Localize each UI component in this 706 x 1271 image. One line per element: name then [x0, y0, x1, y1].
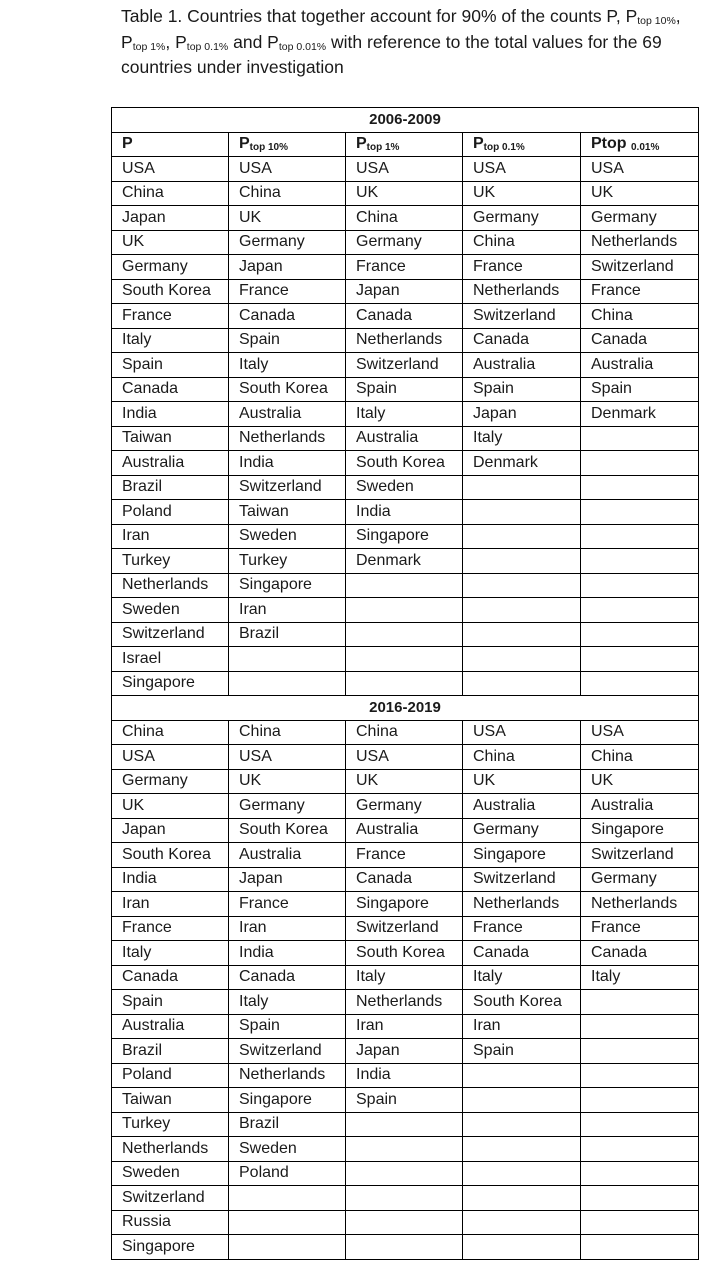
table-row: [112, 745, 699, 770]
table-cell: Netherlands: [346, 990, 463, 1015]
table-cell: [581, 1014, 699, 1039]
table-cell: [346, 1186, 463, 1211]
table-cell: Japan: [112, 206, 229, 231]
table-row: [112, 1014, 699, 1039]
column-header-main: P: [356, 135, 367, 153]
table-cell: Taiwan: [229, 500, 346, 525]
table-row: [112, 500, 699, 525]
table-cell: France: [229, 279, 346, 304]
table-cell: Italy: [229, 353, 346, 378]
table-cell: Canada: [229, 965, 346, 990]
table-cell: Turkey: [112, 549, 229, 574]
table-row: [112, 990, 699, 1015]
table-cell: Spain: [581, 377, 699, 402]
table-cell: [229, 647, 346, 672]
caption-sub-4: top 0.01%: [278, 40, 327, 53]
table-cell: Switzerland: [346, 353, 463, 378]
table-cell: [346, 1161, 463, 1186]
table-cell: Switzerland: [463, 867, 581, 892]
table-row: [112, 524, 699, 549]
table-cell: [581, 1186, 699, 1211]
table-cell: UK: [581, 769, 699, 794]
table-cell: Canada: [346, 304, 463, 329]
table-cell: Australia: [112, 451, 229, 476]
table-cell: China: [229, 181, 346, 206]
period-label: 2006-2009: [112, 108, 699, 133]
table-cell: UK: [463, 769, 581, 794]
table-row: [112, 1088, 699, 1113]
table-cell: Spain: [463, 1039, 581, 1064]
table-cell: [581, 598, 699, 623]
table-row: [112, 916, 699, 941]
table-row: [112, 843, 699, 868]
table-cell: [346, 647, 463, 672]
table-cell: Canada: [581, 328, 699, 353]
table-cell: Taiwan: [112, 426, 229, 451]
column-header-sub: top 1%: [366, 142, 400, 154]
table-cell: [581, 990, 699, 1015]
table-cell: Australia: [463, 353, 581, 378]
table-cell: Spain: [112, 353, 229, 378]
table-cell: India: [346, 500, 463, 525]
table-cell: France: [463, 255, 581, 280]
table-cell: USA: [112, 157, 229, 182]
table-row: [112, 1210, 699, 1235]
table-cell: Singapore: [581, 818, 699, 843]
table-cell: Italy: [346, 965, 463, 990]
table-cell: Iran: [463, 1014, 581, 1039]
caption-text-4: and P: [228, 31, 279, 52]
table-cell: Denmark: [581, 402, 699, 427]
column-header-sub: top 0.1%: [483, 142, 525, 154]
table-row: [112, 377, 699, 402]
table-cell: [346, 671, 463, 696]
table-cell: China: [112, 181, 229, 206]
table-cell: Germany: [229, 794, 346, 819]
table-row: [112, 1063, 699, 1088]
table-row: [112, 304, 699, 329]
table-cell: [463, 622, 581, 647]
table-cell: UK: [229, 206, 346, 231]
caption-text-3: , P: [165, 31, 187, 52]
table-cell: Switzerland: [581, 843, 699, 868]
table-cell: South Korea: [229, 377, 346, 402]
table-cell: UK: [346, 769, 463, 794]
table-cell: [581, 622, 699, 647]
table-cell: Iran: [346, 1014, 463, 1039]
caption-text-5: with reference to the total values for the 69 countries under investigation: [121, 31, 662, 77]
table-cell: Italy: [463, 426, 581, 451]
column-header-main: P: [239, 135, 250, 153]
table-cell: [463, 1112, 581, 1137]
table-cell: Netherlands: [346, 328, 463, 353]
table-cell: Canada: [112, 965, 229, 990]
table-cell: [463, 500, 581, 525]
table-row: [112, 353, 699, 378]
table-cell: Australia: [112, 1014, 229, 1039]
table-row: [112, 426, 699, 451]
table-cell: USA: [463, 720, 581, 745]
table-cell: [581, 426, 699, 451]
table-cell: Singapore: [346, 524, 463, 549]
table-cell: Netherlands: [463, 892, 581, 917]
table-cell: Switzerland: [112, 622, 229, 647]
table-cell: China: [346, 720, 463, 745]
table-cell: Sweden: [229, 1137, 346, 1162]
table-cell: Denmark: [463, 451, 581, 476]
table-cell: Switzerland: [229, 1039, 346, 1064]
table-cell: [463, 1210, 581, 1235]
caption-text-1: Table 1. Countries that together account for 90% of the counts P, P: [121, 6, 638, 26]
table-cell: [581, 1112, 699, 1137]
table-cell: France: [581, 279, 699, 304]
table-cell: [581, 451, 699, 476]
table-cell: Taiwan: [112, 1088, 229, 1113]
table-row: [112, 598, 699, 623]
table-cell: France: [112, 916, 229, 941]
table-row: [112, 1039, 699, 1064]
column-header-main: Ptop: [591, 135, 631, 153]
table-cell: UK: [463, 181, 581, 206]
table-row: [112, 867, 699, 892]
table-row: [112, 402, 699, 427]
table-cell: Italy: [112, 941, 229, 966]
table-cell: Singapore: [112, 1235, 229, 1260]
table-cell: Canada: [581, 941, 699, 966]
table-cell: Japan: [229, 867, 346, 892]
table-cell: Germany: [463, 818, 581, 843]
table-cell: Italy: [112, 328, 229, 353]
column-header: [112, 132, 229, 157]
table-cell: Russia: [112, 1210, 229, 1235]
table-cell: Japan: [112, 818, 229, 843]
table-row: [112, 892, 699, 917]
caption-sub-2: top 1%: [132, 40, 166, 53]
table-cell: Australia: [229, 843, 346, 868]
table-cell: Iran: [229, 598, 346, 623]
table-cell: Singapore: [229, 1088, 346, 1113]
table-cell: [581, 524, 699, 549]
table-row: [112, 1112, 699, 1137]
table-cell: South Korea: [346, 941, 463, 966]
table-cell: Switzerland: [229, 475, 346, 500]
table-cell: Sweden: [112, 1161, 229, 1186]
table-cell: [581, 1039, 699, 1064]
table-cell: Canada: [229, 304, 346, 329]
table-cell: Netherlands: [581, 892, 699, 917]
table-cell: Spain: [229, 1014, 346, 1039]
table-cell: [581, 500, 699, 525]
table-cell: South Korea: [346, 451, 463, 476]
table-cell: China: [112, 720, 229, 745]
table-cell: Netherlands: [112, 573, 229, 598]
caption-text-2: , P: [121, 6, 681, 52]
table-cell: USA: [229, 745, 346, 770]
table-cell: Germany: [112, 255, 229, 280]
table-cell: [463, 549, 581, 574]
table-cell: Brazil: [112, 475, 229, 500]
table-cell: South Korea: [229, 818, 346, 843]
table-cell: Denmark: [346, 549, 463, 574]
table-cell: Brazil: [112, 1039, 229, 1064]
table-cell: [463, 573, 581, 598]
table-cell: [581, 1210, 699, 1235]
table-cell: USA: [112, 745, 229, 770]
table-cell: Singapore: [112, 671, 229, 696]
table-cell: [346, 573, 463, 598]
table-row: [112, 720, 699, 745]
table-cell: [463, 1063, 581, 1088]
table-cell: UK: [229, 769, 346, 794]
table-cell: Italy: [581, 965, 699, 990]
table-cell: UK: [581, 181, 699, 206]
caption-sub-3: top 0.1%: [186, 40, 229, 53]
table-cell: [581, 1161, 699, 1186]
table-cell: Singapore: [346, 892, 463, 917]
table-cell: Netherlands: [581, 230, 699, 255]
table-cell: Switzerland: [463, 304, 581, 329]
table-row: [112, 475, 699, 500]
table-row: [112, 181, 699, 206]
table-cell: Spain: [346, 1088, 463, 1113]
table-cell: [229, 1186, 346, 1211]
table-cell: China: [581, 304, 699, 329]
column-header: [581, 132, 699, 157]
table-cell: Germany: [346, 794, 463, 819]
table-cell: Italy: [229, 990, 346, 1015]
table-cell: Australia: [581, 794, 699, 819]
table-row: [112, 206, 699, 231]
period-header-row: [112, 696, 699, 721]
table-cell: France: [463, 916, 581, 941]
table-cell: Singapore: [463, 843, 581, 868]
table-cell: France: [581, 916, 699, 941]
table-cell: [581, 647, 699, 672]
table-cell: [581, 549, 699, 574]
column-header: [463, 132, 581, 157]
table-cell: Germany: [346, 230, 463, 255]
table-row: [112, 573, 699, 598]
table-cell: [229, 1210, 346, 1235]
table-cell: Turkey: [229, 549, 346, 574]
table-cell: India: [229, 451, 346, 476]
table-cell: South Korea: [112, 843, 229, 868]
table-row: [112, 1235, 699, 1260]
column-header-main: P: [473, 135, 484, 153]
table-row: [112, 279, 699, 304]
table-row: [112, 941, 699, 966]
table-cell: UK: [346, 181, 463, 206]
table-cell: Poland: [229, 1161, 346, 1186]
table-row: [112, 1161, 699, 1186]
table-cell: China: [229, 720, 346, 745]
table-cell: Germany: [581, 867, 699, 892]
column-header-row: [112, 132, 699, 157]
table-cell: [463, 647, 581, 672]
table-cell: [463, 475, 581, 500]
table-cell: Netherlands: [463, 279, 581, 304]
table-cell: Switzerland: [346, 916, 463, 941]
table-cell: Canada: [463, 941, 581, 966]
table-cell: Poland: [112, 500, 229, 525]
table-cell: [463, 598, 581, 623]
table-row: [112, 549, 699, 574]
table-cell: USA: [463, 157, 581, 182]
table-cell: [581, 475, 699, 500]
table-row: [112, 671, 699, 696]
table-cell: India: [229, 941, 346, 966]
table-cell: [346, 598, 463, 623]
table-cell: Canada: [112, 377, 229, 402]
table-cell: Netherlands: [229, 1063, 346, 1088]
table-cell: [463, 671, 581, 696]
table-cell: India: [112, 402, 229, 427]
table-caption: [121, 4, 706, 81]
table-cell: Singapore: [229, 573, 346, 598]
caption-sub-1: top 10%: [637, 15, 676, 27]
table-cell: UK: [112, 230, 229, 255]
table-cell: Netherlands: [112, 1137, 229, 1162]
table-row: [112, 328, 699, 353]
table-cell: [346, 1210, 463, 1235]
table-cell: France: [346, 843, 463, 868]
table-cell: Australia: [463, 794, 581, 819]
table-cell: Italy: [346, 402, 463, 427]
table-row: [112, 622, 699, 647]
period-label: 2016-2019: [112, 696, 699, 721]
table-cell: India: [346, 1063, 463, 1088]
table-row: [112, 769, 699, 794]
table-cell: Japan: [346, 1039, 463, 1064]
table-cell: Brazil: [229, 622, 346, 647]
table-row: [112, 451, 699, 476]
table-cell: [581, 1235, 699, 1260]
table-row: [112, 1186, 699, 1211]
countries-table: [111, 107, 699, 1260]
table-cell: USA: [581, 720, 699, 745]
table-cell: Poland: [112, 1063, 229, 1088]
table-cell: [581, 1088, 699, 1113]
table-row: [112, 1137, 699, 1162]
table-cell: Japan: [346, 279, 463, 304]
table-cell: Spain: [229, 328, 346, 353]
table-cell: Switzerland: [581, 255, 699, 280]
table-cell: [463, 524, 581, 549]
column-header-main: P: [122, 135, 133, 153]
table-cell: [346, 1235, 463, 1260]
column-header: [346, 132, 463, 157]
table-cell: USA: [346, 157, 463, 182]
table-cell: Spain: [463, 377, 581, 402]
table-cell: China: [346, 206, 463, 231]
table-cell: South Korea: [463, 990, 581, 1015]
column-header-sub: top 10%: [249, 142, 289, 154]
table-cell: India: [112, 867, 229, 892]
table-cell: Germany: [229, 230, 346, 255]
table-cell: Germany: [112, 769, 229, 794]
table-row: [112, 255, 699, 280]
table-cell: Japan: [229, 255, 346, 280]
table-cell: Italy: [463, 965, 581, 990]
table-cell: Iran: [229, 916, 346, 941]
table-cell: Canada: [346, 867, 463, 892]
table-cell: France: [112, 304, 229, 329]
table-body: [112, 108, 699, 1260]
table-cell: Australia: [581, 353, 699, 378]
table-cell: [229, 1235, 346, 1260]
table-cell: China: [581, 745, 699, 770]
table-row: [112, 157, 699, 182]
table-cell: USA: [346, 745, 463, 770]
table-cell: [581, 573, 699, 598]
table-row: [112, 965, 699, 990]
table-row: [112, 794, 699, 819]
table-cell: Switzerland: [112, 1186, 229, 1211]
table-cell: [229, 671, 346, 696]
table-cell: [346, 1112, 463, 1137]
table-cell: France: [229, 892, 346, 917]
table-cell: Sweden: [346, 475, 463, 500]
table-cell: Australia: [346, 818, 463, 843]
table-cell: Sweden: [112, 598, 229, 623]
table-cell: Germany: [463, 206, 581, 231]
table-cell: [463, 1186, 581, 1211]
table-cell: Spain: [112, 990, 229, 1015]
table-cell: China: [463, 230, 581, 255]
table-cell: Israel: [112, 647, 229, 672]
table-cell: Australia: [229, 402, 346, 427]
period-header-row: [112, 108, 699, 133]
table-cell: Japan: [463, 402, 581, 427]
table-cell: Netherlands: [229, 426, 346, 451]
table-cell: Brazil: [229, 1112, 346, 1137]
table-cell: Iran: [112, 892, 229, 917]
table-row: [112, 818, 699, 843]
column-header-sub: 0.01%: [631, 142, 660, 154]
table-cell: [463, 1088, 581, 1113]
table-cell: Germany: [581, 206, 699, 231]
table-cell: [581, 671, 699, 696]
table-row: [112, 230, 699, 255]
table-cell: France: [346, 255, 463, 280]
table-cell: USA: [581, 157, 699, 182]
table-cell: China: [463, 745, 581, 770]
table-cell: Spain: [346, 377, 463, 402]
table-cell: [581, 1063, 699, 1088]
table-cell: Canada: [463, 328, 581, 353]
table-cell: [463, 1137, 581, 1162]
table-cell: [581, 1137, 699, 1162]
table-cell: Iran: [112, 524, 229, 549]
column-header: [229, 132, 346, 157]
table-cell: Sweden: [229, 524, 346, 549]
table-cell: [463, 1235, 581, 1260]
table-cell: [346, 1137, 463, 1162]
table-cell: Australia: [346, 426, 463, 451]
table-cell: USA: [229, 157, 346, 182]
table-cell: [463, 1161, 581, 1186]
table-row: [112, 647, 699, 672]
table-cell: UK: [112, 794, 229, 819]
table-cell: [346, 622, 463, 647]
table-cell: South Korea: [112, 279, 229, 304]
table-cell: Turkey: [112, 1112, 229, 1137]
